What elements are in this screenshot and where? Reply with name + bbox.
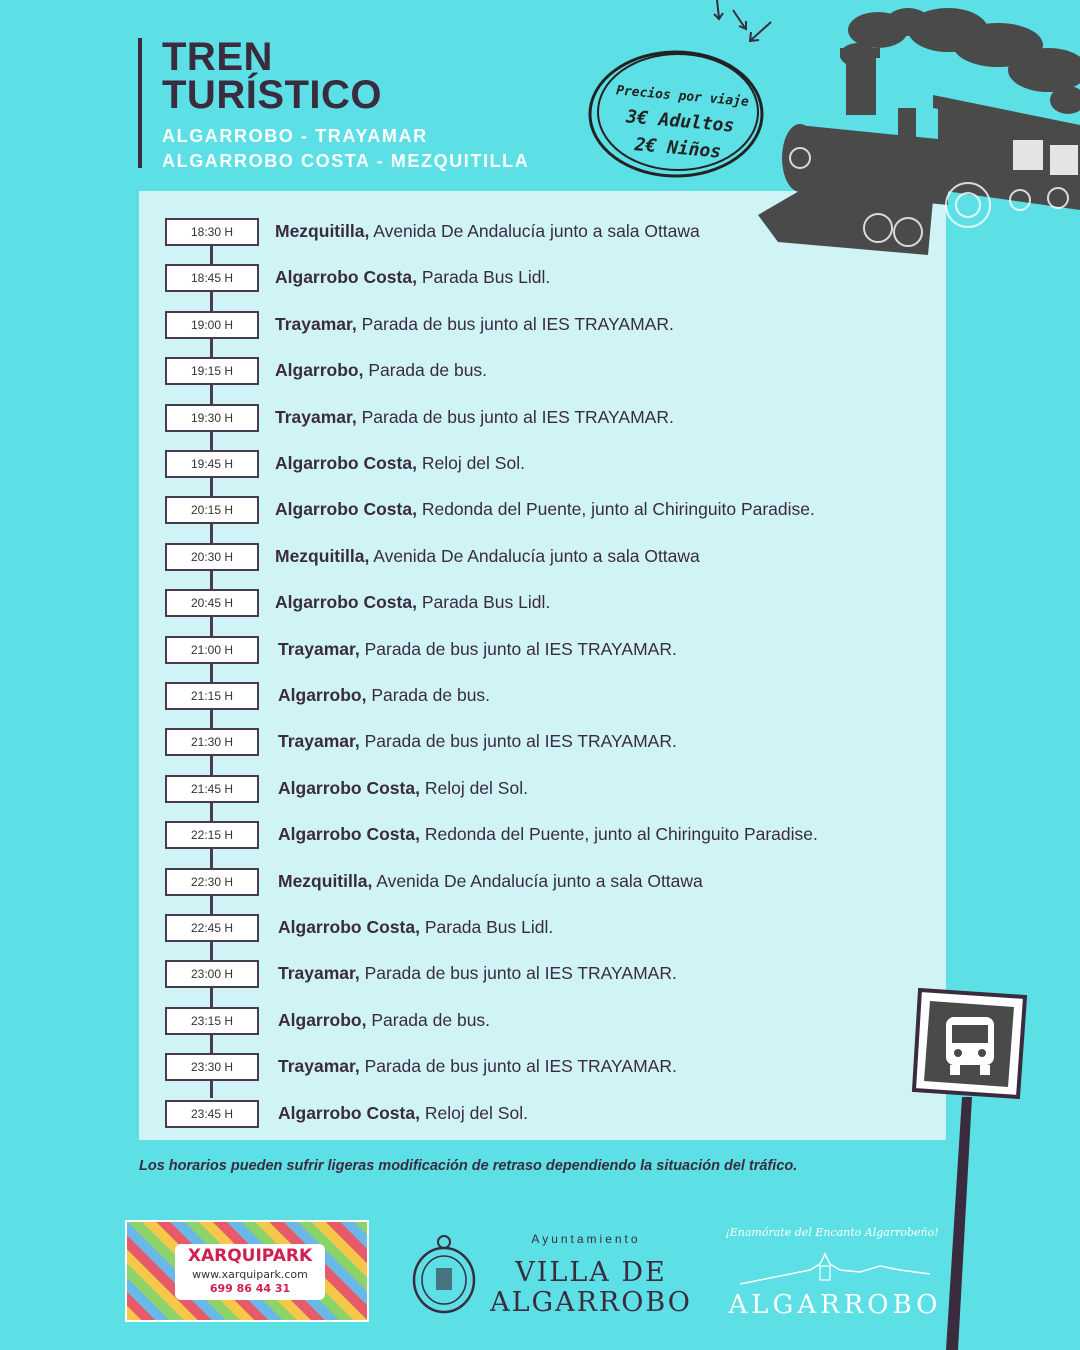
stop-description bbox=[275, 546, 700, 567]
stop-description bbox=[275, 499, 815, 520]
sponsor-logo bbox=[125, 1220, 369, 1322]
schedule-row bbox=[0, 728, 1080, 762]
stop-description bbox=[275, 267, 550, 288]
stop-place: Algarrobo, bbox=[278, 685, 367, 705]
time-box: 19:45 H bbox=[165, 450, 259, 478]
ayuntamiento-label: Ayuntamiento bbox=[531, 1232, 641, 1246]
schedule-row bbox=[0, 821, 1080, 855]
stop-detail: Parada de bus. bbox=[363, 360, 488, 380]
stop-place: Trayamar, bbox=[278, 963, 360, 983]
schedule-row bbox=[0, 589, 1080, 623]
stop-detail: Avenida De Andalucía junto a sala Ottawa bbox=[372, 871, 703, 891]
stop-detail: Reloj del Sol. bbox=[416, 453, 525, 473]
time-box: 22:45 H bbox=[165, 914, 259, 942]
stop-detail: Parada Bus Lidl. bbox=[416, 267, 551, 287]
time-box: 21:30 H bbox=[165, 728, 259, 756]
stop-detail: Redonda del Puente, junto al Chiringuito Paradise. bbox=[416, 499, 815, 519]
price-text bbox=[597, 79, 763, 169]
schedule-row bbox=[0, 311, 1080, 345]
time-box: 19:00 H bbox=[165, 311, 259, 339]
stop-description bbox=[278, 1010, 490, 1031]
schedule-row bbox=[0, 404, 1080, 438]
stop-detail: Parada de bus. bbox=[366, 1010, 491, 1030]
route-subtitle bbox=[162, 124, 529, 174]
page-title bbox=[162, 35, 383, 117]
route-line-2: ALGARROBO COSTA - MEZQUITILLA bbox=[162, 151, 530, 171]
stop-place: Algarrobo Costa, bbox=[278, 1103, 420, 1123]
schedule-row bbox=[0, 450, 1080, 484]
price-adults: 3€ Adultos bbox=[625, 106, 736, 137]
stop-place: Trayamar, bbox=[275, 314, 357, 334]
stop-detail: Parada Bus Lidl. bbox=[419, 917, 554, 937]
stop-place: Algarrobo Costa, bbox=[278, 778, 420, 798]
stop-detail: Parada de bus junto al IES TRAYAMAR. bbox=[359, 1056, 677, 1076]
title-accent-bar bbox=[138, 38, 142, 168]
sponsor-inner bbox=[175, 1244, 325, 1300]
stop-description bbox=[275, 453, 525, 474]
stop-description bbox=[275, 592, 550, 613]
time-box: 18:30 H bbox=[165, 218, 259, 246]
stop-description bbox=[278, 639, 677, 660]
stop-detail: Parada de bus junto al IES TRAYAMAR. bbox=[356, 407, 674, 427]
time-box: 20:45 H bbox=[165, 589, 259, 617]
schedule-row bbox=[0, 868, 1080, 902]
stop-place: Algarrobo Costa, bbox=[278, 917, 420, 937]
schedule-row bbox=[0, 914, 1080, 948]
stop-description bbox=[278, 1103, 528, 1124]
time-box: 20:30 H bbox=[165, 543, 259, 571]
stop-description bbox=[278, 963, 677, 984]
price-heading: Precios por viaje bbox=[615, 83, 750, 110]
schedule-row bbox=[0, 636, 1080, 670]
stop-description bbox=[278, 824, 818, 845]
title-line-1: TREN bbox=[162, 35, 273, 79]
schedule-row bbox=[0, 357, 1080, 391]
stop-place: Algarrobo Costa, bbox=[275, 499, 417, 519]
time-box: 23:15 H bbox=[165, 1007, 259, 1035]
sponsor-phone: 699 86 44 31 bbox=[209, 1282, 291, 1295]
train-icon bbox=[758, 0, 1080, 262]
stop-place: Algarrobo Costa, bbox=[278, 824, 420, 844]
stop-place: Mezquitilla, bbox=[275, 546, 370, 566]
slogan: ¡Enamórate del Encanto Algarrobeño! bbox=[725, 1226, 939, 1239]
route-line-1: ALGARROBO - TRAYAMAR bbox=[162, 126, 428, 146]
stop-description bbox=[275, 221, 700, 242]
stop-detail: Parada Bus Lidl. bbox=[416, 592, 551, 612]
time-box: 19:30 H bbox=[165, 404, 259, 432]
time-box: 23:30 H bbox=[165, 1053, 259, 1081]
stop-description bbox=[275, 360, 487, 381]
stop-place: Algarrobo, bbox=[275, 360, 364, 380]
stop-detail: Redonda del Puente, junto al Chiringuito Paradise. bbox=[419, 824, 818, 844]
stop-detail: Parada de bus junto al IES TRAYAMAR. bbox=[359, 639, 677, 659]
time-box: 18:45 H bbox=[165, 264, 259, 292]
stop-place: Algarrobo Costa, bbox=[275, 592, 417, 612]
stop-description bbox=[278, 685, 490, 706]
schedule-row bbox=[0, 543, 1080, 577]
stop-detail: Avenida De Andalucía junto a sala Ottawa bbox=[369, 546, 700, 566]
time-box: 21:00 H bbox=[165, 636, 259, 664]
stop-place: Trayamar, bbox=[275, 407, 357, 427]
stop-description bbox=[278, 871, 703, 892]
time-box: 23:00 H bbox=[165, 960, 259, 988]
stop-place: Trayamar, bbox=[278, 1056, 360, 1076]
town-logo: ALGARROBO bbox=[728, 1290, 942, 1320]
town-crest-icon bbox=[408, 1228, 480, 1314]
sponsor-name: XARQUIPARK bbox=[187, 1246, 313, 1266]
town-skyline-icon bbox=[740, 1252, 930, 1292]
stop-description bbox=[278, 778, 528, 799]
schedule-row bbox=[0, 682, 1080, 716]
ayuntamiento-line-2: ALGARROBO bbox=[490, 1287, 692, 1318]
stop-detail: Parada de bus. bbox=[366, 685, 491, 705]
time-box: 22:15 H bbox=[165, 821, 259, 849]
stop-place: Mezquitilla, bbox=[278, 871, 373, 891]
stop-detail: Parada de bus junto al IES TRAYAMAR. bbox=[359, 731, 677, 751]
time-box: 21:45 H bbox=[165, 775, 259, 803]
stop-detail: Parada de bus junto al IES TRAYAMAR. bbox=[356, 314, 674, 334]
schedule-row bbox=[0, 775, 1080, 809]
stop-place: Algarrobo, bbox=[278, 1010, 367, 1030]
stop-detail: Reloj del Sol. bbox=[419, 778, 528, 798]
time-box: 20:15 H bbox=[165, 496, 259, 524]
stop-description bbox=[275, 314, 674, 335]
stop-place: Trayamar, bbox=[278, 639, 360, 659]
stop-detail: Parada de bus junto al IES TRAYAMAR. bbox=[359, 963, 677, 983]
stop-place: Algarrobo Costa, bbox=[275, 267, 417, 287]
time-box: 21:15 H bbox=[165, 682, 259, 710]
stop-description bbox=[278, 1056, 677, 1077]
stop-place: Mezquitilla, bbox=[275, 221, 370, 241]
stop-description bbox=[275, 407, 674, 428]
sponsor-web: www.xarquipark.com bbox=[192, 1268, 308, 1281]
stop-description bbox=[278, 731, 677, 752]
schedule-row bbox=[0, 264, 1080, 298]
stop-place: Algarrobo Costa, bbox=[275, 453, 417, 473]
time-box: 22:30 H bbox=[165, 868, 259, 896]
stop-description bbox=[278, 917, 553, 938]
stop-place: Trayamar, bbox=[278, 731, 360, 751]
schedule-row bbox=[0, 496, 1080, 530]
stop-detail: Reloj del Sol. bbox=[419, 1103, 528, 1123]
ayuntamiento-name bbox=[486, 1258, 696, 1318]
traffic-note: Los horarios pueden sufrir ligeras modificación de retraso dependiendo la situación del tráfico. bbox=[139, 1158, 798, 1174]
stop-detail: Avenida De Andalucía junto a sala Ottawa bbox=[369, 221, 700, 241]
time-box: 23:45 H bbox=[165, 1100, 259, 1128]
price-children: 2€ Niños bbox=[633, 134, 722, 163]
title-line-2: TURÍSTICO bbox=[162, 73, 383, 117]
time-box: 19:15 H bbox=[165, 357, 259, 385]
ayuntamiento-line-1: VILLA DE bbox=[515, 1257, 667, 1288]
